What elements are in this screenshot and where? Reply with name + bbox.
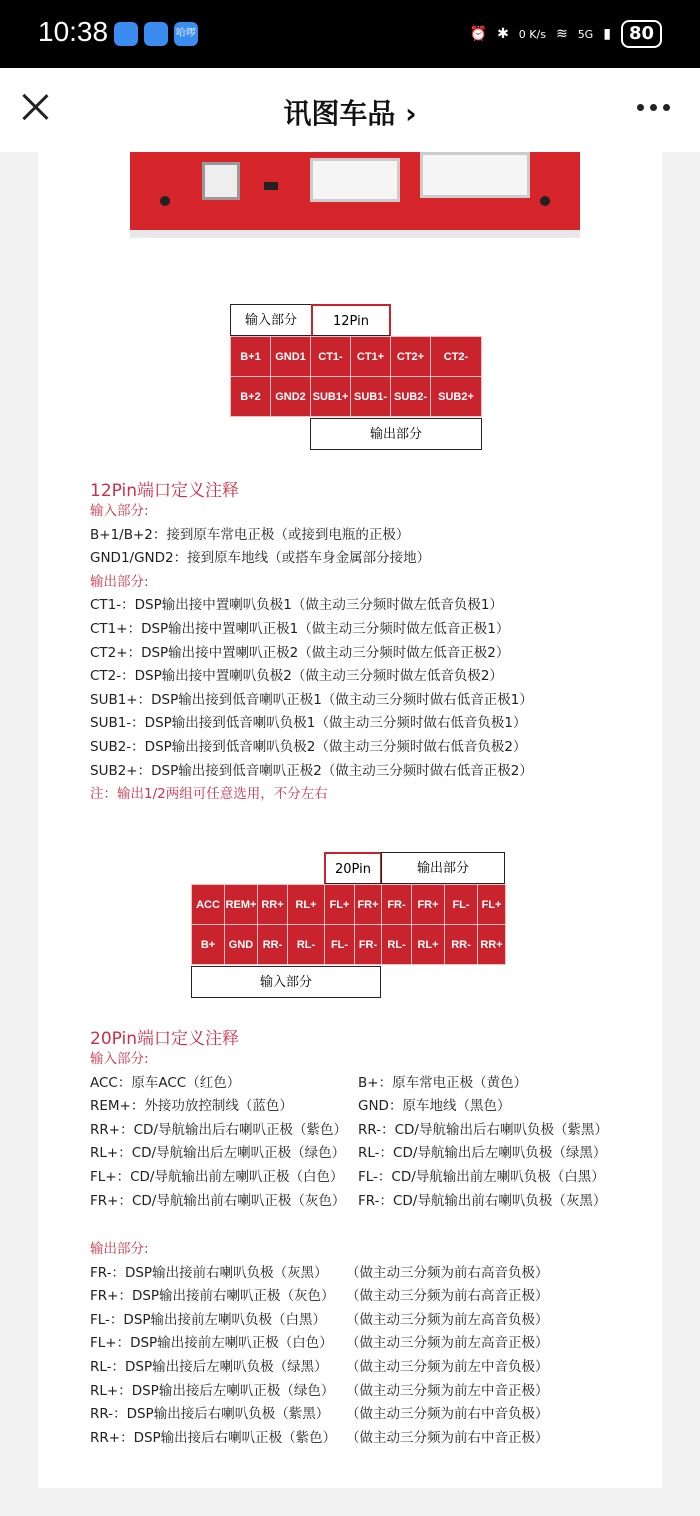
note-right: RL-：CD/导航输出后左喇叭负极（绿黑） <box>358 1145 607 1162</box>
article-content <box>38 152 662 1488</box>
note-left: FL-：DSP输出接前左喇叭负极（白黑） <box>90 1311 327 1328</box>
note-left: RR-：DSP输出接后右喇叭负极（紫黑） <box>90 1406 330 1423</box>
pin-cell: FR+ <box>355 885 382 925</box>
notes12-input-label: 输入部分: <box>90 503 149 519</box>
note-row <box>90 1119 608 1143</box>
pin-cell: REM+ <box>225 885 258 925</box>
notes12-output-label: 输出部分: <box>90 573 149 590</box>
note-left: RR+：CD/导航输出后右喇叭正极（紫色） <box>90 1121 347 1138</box>
note-right: FR-：CD/导航输出前右喇叭负极（灰黑） <box>358 1192 607 1209</box>
pin-cell: RR- <box>258 925 288 965</box>
note-line: SUB1-：DSP输出接到低音喇叭负极1（做主动三分频时做右低音负极1） <box>90 715 527 732</box>
pin-cell: CT1+ <box>351 337 391 377</box>
note-right: （做主动三分频为前右高音负极） <box>346 1264 549 1281</box>
note-left: RL+：DSP输出接后左喇叭正极（绿色） <box>90 1382 335 1399</box>
note-line: GND1/GND2：接到原车地线（或搭车身金属部分接地） <box>90 550 431 567</box>
notes20-title: 20Pin端口定义注释 <box>90 1029 240 1049</box>
pin-cell: B+1 <box>231 337 271 377</box>
note-right: （做主动三分频为前左中音负极） <box>346 1358 549 1375</box>
note-left: REM+：外接功放控制线（蓝色） <box>90 1098 293 1115</box>
note-left: FL+：DSP输出接前左喇叭正极（白色） <box>90 1335 333 1352</box>
note-left: RL-：DSP输出接后左喇叭负极（绿黑） <box>90 1358 328 1375</box>
notes12-title: 12Pin端口定义注释 <box>90 481 240 501</box>
connector-20pin <box>420 152 530 198</box>
net-speed: 0 K/s <box>518 27 546 41</box>
pin-cell: FL- <box>445 885 478 925</box>
note-row <box>90 1072 528 1096</box>
notes20-output-label: 输出部分: <box>90 1241 149 1257</box>
note-row <box>90 1403 549 1427</box>
pin12-output-footer: 输出部分 <box>310 418 482 450</box>
pin-cell: CT1- <box>311 337 351 377</box>
pin-cell: FL- <box>325 925 355 965</box>
pin-cell: SUB1+ <box>311 377 351 417</box>
note-row <box>90 1166 605 1190</box>
pin-cell: FR+ <box>412 885 445 925</box>
note-row <box>90 1427 549 1451</box>
dsp-device-image <box>130 152 580 238</box>
status-time: 10:38 <box>38 16 109 47</box>
note-right: B+：原车常电正极（黄色） <box>358 1074 528 1091</box>
pin-cell: GND <box>225 925 258 965</box>
note-row <box>90 1142 607 1166</box>
pin-cell: FL+ <box>325 885 355 925</box>
note-line: SUB2+：DSP输出接到低音喇叭正极2（做主动三分频时做右低音正极2） <box>90 762 533 779</box>
note-left: FL+：CD/导航输出前左喇叭正极（白色） <box>90 1168 344 1185</box>
note-row <box>90 1262 549 1286</box>
note-row <box>90 1332 549 1356</box>
note-row <box>90 1356 549 1380</box>
pin20-input-footer: 输入部分 <box>191 966 381 998</box>
top-bar <box>0 68 700 152</box>
pin-cell: SUB2+ <box>431 377 482 417</box>
pin-cell: RL- <box>382 925 412 965</box>
note-left: FR+：CD/导航输出前右喇叭正极（灰色） <box>90 1192 346 1209</box>
note-line: SUB2-：DSP输出接到低音喇叭负极2（做主动三分频时做右低音负极2） <box>90 738 527 755</box>
pin-cell: CT2- <box>431 337 482 377</box>
notes20-output <box>90 1238 549 1450</box>
pin20-output-header: 输出部分 <box>381 852 505 884</box>
pin-cell: RR+ <box>478 925 506 965</box>
connector-12pin <box>310 158 400 202</box>
pin12-row2 <box>231 377 482 417</box>
note-line: B+1/B+2：接到原车常电正极（或接到电瓶的正极） <box>90 526 410 543</box>
pin-cell: B+2 <box>231 377 271 417</box>
note-right: GND：原车地线（黑色） <box>358 1098 511 1115</box>
pin-cell: RR+ <box>258 885 288 925</box>
note-right: FL-：CD/导航输出前左喇叭负极（白黑） <box>358 1168 605 1185</box>
notes12-body <box>90 500 533 807</box>
note-line: CT1+：DSP输出接中置喇叭正极1（做主动三分频时做左低音正极1） <box>90 620 510 637</box>
pin-cell: FR- <box>355 925 382 965</box>
bluetooth-icon: ✱ <box>497 26 509 42</box>
note-row <box>90 1095 511 1119</box>
pin-cell: B+ <box>192 925 225 965</box>
pin20-table <box>191 884 506 965</box>
page-title[interactable]: 讯图车品 › <box>283 97 417 130</box>
hello-app-icon: 哈啰 <box>174 22 198 46</box>
pin-cell: GND2 <box>271 377 311 417</box>
note-right: （做主动三分频为前右中音正极） <box>346 1429 549 1446</box>
wifi-icon: ≋ <box>555 26 568 42</box>
note-line: CT2+：DSP输出接中置喇叭正极2（做主动三分频时做左低音正极2） <box>90 644 510 661</box>
note-row <box>90 1380 549 1404</box>
screw-icon <box>160 196 170 206</box>
pin-cell: RR- <box>445 925 478 965</box>
note-row <box>90 1309 549 1333</box>
pin20-header: 20Pin <box>324 852 382 884</box>
notes20-input-label: 输入部分: <box>90 1051 149 1067</box>
pin-cell: SUB2- <box>391 377 431 417</box>
alarm-icon: ⏰ <box>469 26 488 42</box>
note-right: RR-：CD/导航输出后右喇叭负极（紫黑） <box>358 1121 608 1138</box>
app-notification-icon <box>114 22 138 46</box>
signal-label: 5G <box>577 27 594 41</box>
note-right: （做主动三分频为前右中音负极） <box>346 1406 549 1423</box>
notes12-note: 注：输出1/2两组可任意选用，不分左右 <box>90 786 328 803</box>
pin-cell: CT2+ <box>391 337 431 377</box>
note-line: CT2-：DSP输出接中置喇叭负极2（做主动三分频时做左低音负极2） <box>90 668 503 685</box>
switch <box>264 182 278 190</box>
pin-cell: FR- <box>382 885 412 925</box>
note-line: CT1-：DSP输出接中置喇叭负极1（做主动三分频时做左低音负极1） <box>90 597 503 614</box>
note-right: （做主动三分频为前左中音正极） <box>346 1382 549 1399</box>
pin-cell: GND1 <box>271 337 311 377</box>
pin-cell: ACC <box>192 885 225 925</box>
note-right: （做主动三分频为前右高音正极） <box>346 1288 549 1305</box>
screw-icon <box>540 196 550 206</box>
pin20-row1 <box>192 885 506 925</box>
notes20-input <box>90 1048 608 1213</box>
note-left: ACC：原车ACC（红色） <box>90 1074 241 1091</box>
pin-cell: RL- <box>288 925 325 965</box>
pin-cell: FL+ <box>478 885 506 925</box>
note-row <box>90 1190 607 1214</box>
chat-notification-icon <box>144 22 168 46</box>
note-left: FR-：DSP输出接前右喇叭负极（灰黑） <box>90 1264 328 1281</box>
note-line: SUB1+：DSP输出接到低音喇叭正极1（做主动三分频时做右低音正极1） <box>90 691 533 708</box>
pin12-table <box>230 336 482 417</box>
pin-cell: RL+ <box>288 885 325 925</box>
status-right <box>470 20 662 48</box>
pin-cell: SUB1- <box>351 377 391 417</box>
pin20-row2 <box>192 925 506 965</box>
status-bar <box>0 0 700 68</box>
battery-level: 80 <box>621 20 662 48</box>
pin12-row1 <box>231 337 482 377</box>
signal-bars-icon: ▮ <box>603 26 611 42</box>
pin-cell: RL+ <box>412 925 445 965</box>
note-right: （做主动三分频为前左高音负极） <box>346 1311 549 1328</box>
pin12-header: 12Pin <box>311 304 391 336</box>
note-left: FR+：DSP输出接前右喇叭正极（灰色） <box>90 1288 335 1305</box>
note-left: RL+：CD/导航输出后左喇叭正极（绿色） <box>90 1145 346 1162</box>
note-row <box>90 1285 549 1309</box>
more-options-icon[interactable] <box>637 104 670 111</box>
note-right: （做主动三分频为前左高音正极） <box>346 1335 549 1352</box>
usb-port <box>202 162 240 200</box>
pin12-input-header: 输入部分 <box>230 304 312 336</box>
note-left: RR+：DSP输出接后右喇叭正极（紫色） <box>90 1429 337 1446</box>
